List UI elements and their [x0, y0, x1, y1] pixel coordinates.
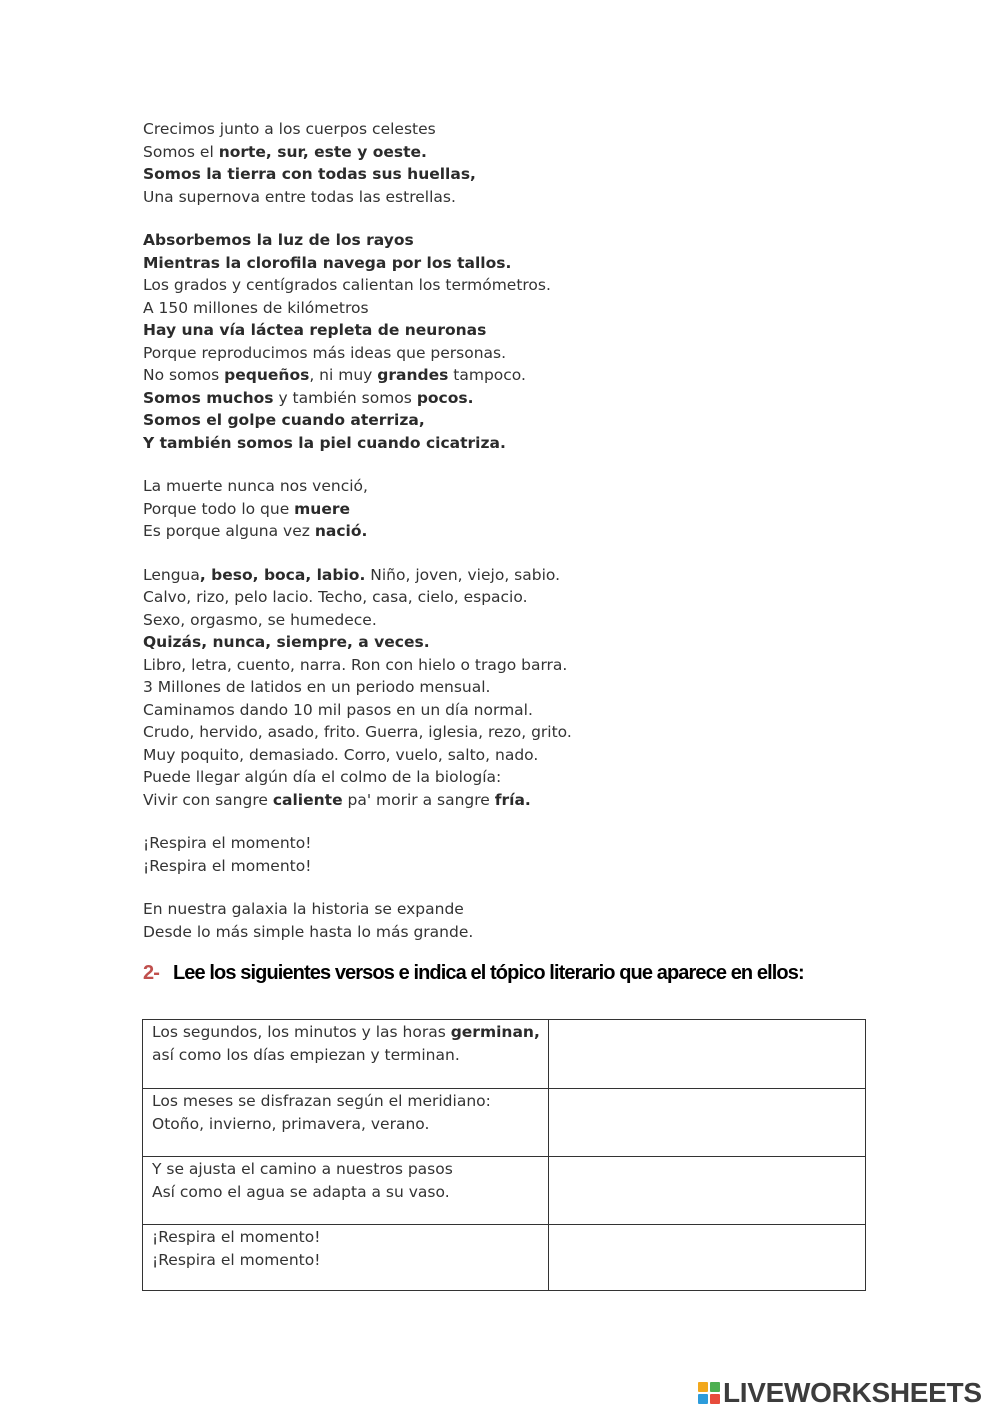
text-phrase: tampoco. — [448, 366, 526, 384]
text-phrase: Otoño, invierno, primavera, verano. — [152, 1114, 430, 1133]
text-phrase: ¡Respira el momento! — [152, 1228, 321, 1246]
poem-line — [143, 342, 863, 365]
bold-phrase: pocos. — [416, 388, 474, 407]
poem-line — [143, 699, 863, 722]
bold-phrase: Somos muchos — [143, 388, 274, 407]
text-phrase: ¡Respira el momento! — [143, 856, 312, 875]
bold-phrase: grandes — [377, 366, 449, 384]
verse-line — [152, 1113, 540, 1136]
verse-line — [152, 1181, 540, 1204]
verse-cell — [143, 1089, 549, 1157]
verses-table — [142, 1019, 866, 1291]
text-phrase: Vivir con sangre — [143, 790, 273, 809]
poem-line — [143, 297, 863, 320]
text-phrase: Puede llegar algún día el colmo de la biología: — [143, 768, 502, 786]
poem-line — [143, 229, 863, 252]
verse-line — [152, 1226, 540, 1249]
bold-phrase: Quizás, nunca, siempre, a veces. — [143, 633, 430, 651]
text-phrase: ¡Respira el momento! — [143, 834, 312, 852]
answer-cell[interactable] — [548, 1020, 865, 1089]
text-phrase: y también somos — [273, 388, 417, 407]
text-phrase: ¡Respira el momento! — [152, 1250, 321, 1269]
poem-line — [143, 676, 863, 699]
table-row — [143, 1157, 866, 1225]
poem-line — [143, 118, 863, 141]
table-row — [143, 1089, 866, 1157]
poem-line — [143, 721, 863, 744]
poem-line — [143, 498, 863, 521]
poem-line — [143, 364, 863, 387]
bold-phrase: fría. — [494, 790, 531, 809]
bold-phrase: Somos el golpe cuando aterriza, — [143, 411, 425, 429]
poem-line — [143, 855, 863, 878]
bold-phrase: , beso, boca, labio. — [199, 565, 366, 584]
poem-line — [143, 766, 863, 789]
poem-text — [143, 118, 863, 943]
text-phrase: Así como el agua se adapta a su vaso. — [152, 1182, 450, 1201]
text-phrase: así como los días empiezan y terminan. — [152, 1045, 460, 1064]
bold-phrase: Absorbemos la luz de los rayos — [143, 231, 414, 249]
stanza-gap — [143, 208, 863, 229]
text-phrase: Porque reproducimos más ideas que personas. — [143, 343, 507, 362]
verse-cell — [143, 1225, 549, 1291]
logo-square-i — [710, 1382, 720, 1392]
bold-phrase: pequeños — [224, 366, 310, 384]
text-phrase: La muerte nunca nos venció, — [143, 477, 368, 495]
bold-phrase: Hay una vía láctea repleta de neuronas — [143, 321, 487, 339]
bold-phrase: muere — [294, 499, 351, 518]
poem-line — [143, 609, 863, 632]
verse-line — [152, 1021, 540, 1044]
bold-phrase: caliente — [272, 790, 343, 809]
poem-line — [143, 186, 863, 209]
text-phrase: A 150 millones de kilómetros — [143, 298, 369, 317]
poem-line — [143, 409, 863, 432]
poem-line — [143, 654, 863, 677]
bold-phrase: germinan, — [450, 1023, 540, 1041]
poem-line — [143, 921, 863, 944]
verse-line — [152, 1158, 540, 1181]
answer-cell[interactable] — [548, 1089, 865, 1157]
poem-line — [143, 274, 863, 297]
poem-line — [143, 319, 863, 342]
text-phrase: Crecimos junto a los cuerpos celestes — [143, 120, 436, 138]
verse-line — [152, 1090, 540, 1113]
stanza-gap — [143, 811, 863, 832]
text-phrase: pa' morir a sangre — [342, 790, 495, 809]
table-row — [143, 1020, 866, 1089]
poem-line — [143, 252, 863, 275]
verse-cell — [143, 1020, 549, 1089]
text-phrase: 3 Millones de latidos en un periodo mensual. — [143, 678, 491, 696]
stanza-gap — [143, 454, 863, 475]
poem-line — [143, 163, 863, 186]
answer-cell[interactable] — [548, 1157, 865, 1225]
bold-phrase: nació. — [314, 522, 368, 540]
text-phrase: Porque todo lo que — [143, 499, 295, 518]
bold-phrase: Mientras la clorofila navega por los tallos. — [143, 253, 512, 272]
answer-cell[interactable] — [548, 1225, 865, 1291]
verse-cell — [143, 1157, 549, 1225]
text-phrase: Muy poquito, demasiado. Corro, vuelo, salto, nado. — [143, 745, 539, 764]
stanza-gap — [143, 543, 863, 564]
text-phrase: Calvo, rizo, pelo lacio. Techo, casa, cielo, espacio. — [143, 588, 528, 606]
bold-phrase: Somos la tierra con todas sus huellas, — [143, 165, 476, 183]
logo-square-e — [710, 1394, 720, 1404]
stanza-gap — [143, 877, 863, 898]
poem-line — [143, 744, 863, 767]
text-phrase: Los grados y centígrados calientan los termómetros. — [143, 276, 551, 294]
text-phrase: Y se ajusta el camino a nuestros pasos — [152, 1160, 453, 1178]
question-number: 2- — [143, 962, 159, 984]
verse-line — [152, 1249, 540, 1272]
poem-line — [143, 432, 863, 455]
text-phrase: Sexo, orgasmo, se humedece. — [143, 610, 377, 629]
text-phrase: Somos el — [143, 142, 219, 161]
poem-line — [143, 898, 863, 921]
text-phrase: Lengua — [143, 565, 200, 584]
text-phrase: No somos — [143, 366, 225, 384]
question-heading — [143, 962, 804, 985]
poem-line — [143, 475, 863, 498]
logo-square-v — [698, 1394, 708, 1404]
text-phrase: Es porque alguna vez — [143, 522, 315, 540]
logo-square-l — [698, 1382, 708, 1392]
text-phrase: En nuestra galaxia la historia se expande — [143, 900, 464, 918]
poem-line — [143, 141, 863, 164]
poem-line — [143, 564, 863, 587]
poem-line — [143, 832, 863, 855]
text-phrase: Niño, joven, viejo, sabio. — [365, 565, 561, 584]
liveworksheets-logo — [698, 1378, 982, 1408]
text-phrase: Libro, letra, cuento, narra. Ron con hielo o trago barra. — [143, 655, 568, 674]
bold-phrase: norte, sur, este y oeste. — [218, 142, 427, 161]
text-phrase: Crudo, hervido, asado, frito. Guerra, iglesia, rezo, grito. — [143, 723, 572, 741]
verse-line — [152, 1044, 540, 1067]
poem-line — [143, 789, 863, 812]
poem-line — [143, 631, 863, 654]
text-phrase: Los meses se disfrazan según el meridiano: — [152, 1092, 491, 1110]
text-phrase: Los segundos, los minutos y las horas — [152, 1023, 451, 1041]
table-row — [143, 1225, 866, 1291]
question-text: Lee los siguientes versos e indica el tópico literario que aparece en ellos: — [172, 962, 804, 984]
liveworksheets-logo-icon — [698, 1382, 720, 1404]
text-phrase: , ni muy — [309, 366, 378, 384]
bold-phrase: Y también somos la piel cuando cicatriza. — [143, 433, 506, 452]
poem-line — [143, 586, 863, 609]
text-phrase: Una supernova entre todas las estrellas. — [143, 187, 456, 206]
liveworksheets-logo-text: LIVEWORKSHEETS — [723, 1377, 982, 1408]
text-phrase: Desde lo más simple hasta lo más grande. — [143, 922, 474, 941]
poem-line — [143, 520, 863, 543]
poem-line — [143, 387, 863, 410]
text-phrase: Caminamos dando 10 mil pasos en un día normal. — [143, 700, 533, 719]
